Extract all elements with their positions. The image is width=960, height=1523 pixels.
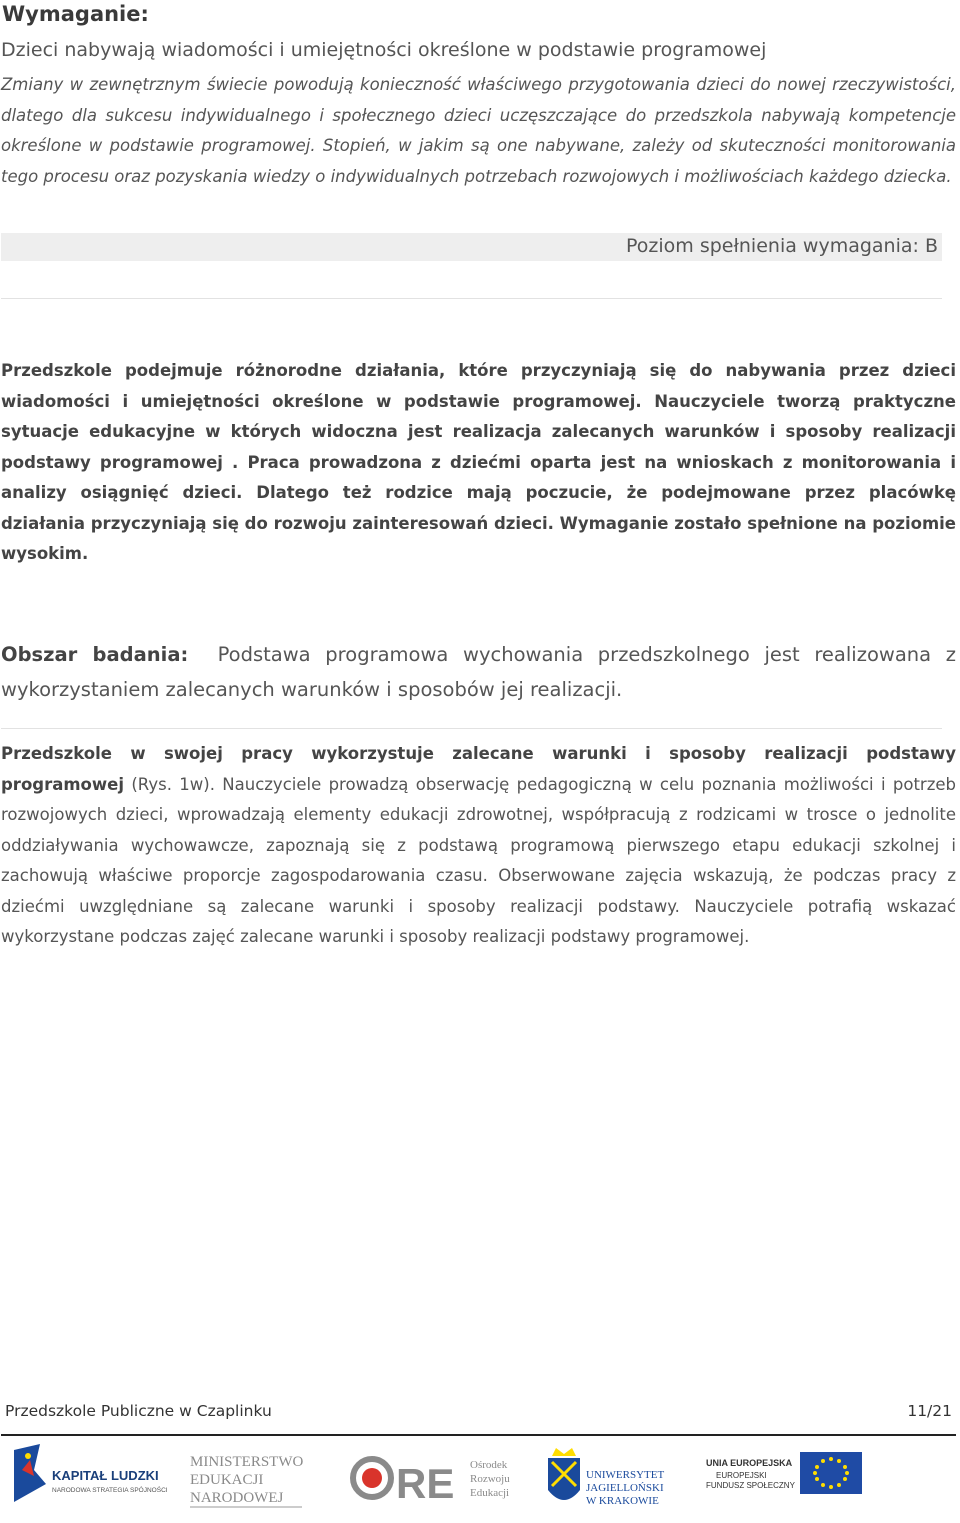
men-line-3: NARODOWEJ <box>190 1490 284 1506</box>
finding-text: (Rys. 1w). Nauczyciele prowadzą obserwację pedagogiczną w celu poznania możliwości i potrzeb rozwojowych dzieci, wprowadzają elementy edukacji zdrowotnej, współpracują z rodzicami w trosce o jednolite oddziaływania wychowawcze, zapoznają się z podstawą programową pierwszego etapu edukacji szkolnej i zachowują właściwe proporcje zagospodarowania czasu. Obserwowane zajęcia wskazują, że podczas pracy z dziećmi uwzględniane są zalecane warunki i sposoby realizacji podstawy. Nauczyciele potrafią wskazać wykorzystane podczas zajęć zalecane warunki i sposoby realizacji podstawy programowej. <box>1 774 956 946</box>
uj-line-1: UNIWERSYTET <box>586 1469 665 1481</box>
men-line-2: EDUKACJI <box>190 1472 264 1488</box>
men-underline <box>190 1506 302 1508</box>
kapital-ludzki-subtitle: NARODOWA STRATEGIA SPÓJNOŚCI <box>52 1487 168 1494</box>
sponsor-logos <box>0 1440 960 1520</box>
ore-line-1: Ośrodek <box>470 1459 508 1471</box>
footer-school-name: Przedszkole Publiczne w Czaplinku <box>5 1402 272 1420</box>
level-label: Poziom spełnienia wymagania: B <box>626 235 938 257</box>
footer-divider <box>1 1434 956 1436</box>
ue-line-1: UNIA EUROPEJSKA <box>706 1458 793 1468</box>
uj-crown <box>552 1448 576 1456</box>
uj-line-2: JAGIELLOŃSKI <box>586 1482 664 1494</box>
ore-mark: RE <box>396 1460 455 1507</box>
research-area-text: Podstawa programowa wychowania przedszkolnego jest realizowana z wykorzystaniem zalecanych warunków i sposobów jej realizacji. <box>1 643 956 701</box>
ore-line-3: Edukacji <box>470 1487 510 1499</box>
divider <box>1 728 942 729</box>
ue-line-2: EUROPEJSKI <box>716 1471 767 1480</box>
finding-lead: Przedszkole w swojej pracy wykorzystuje zalecane warunki i sposoby realizacji podstawy programowej <box>1 744 956 794</box>
research-area-label: Obszar badania: <box>1 643 189 666</box>
research-area <box>1 637 956 707</box>
page-number: 11/21 <box>907 1402 952 1420</box>
uj-logo <box>548 1448 664 1507</box>
kapital-ludzki-logo <box>14 1444 168 1502</box>
requirement-description: Zmiany w zewnętrznym świecie powodują konieczność właściwego przygotowania dzieci do nowej rzeczywistości, dlatego dla sukcesu indywidualnego i społecznego dzieci uczęszczające do przedszkola nabywają kompetencje określone w podstawie programowej. Stopień, w jakim są one nabywane, zależy od skuteczności monitorowania tego procesu oraz pozyskania wiedzy o indywidualnych potrzebach rozwojowych i możliwościach każdego dziecka. <box>1 75 956 186</box>
level-bar <box>1 233 942 261</box>
men-line-1: MINISTERSTWO <box>190 1454 304 1470</box>
finding-paragraph <box>1 739 956 953</box>
ue-logo <box>706 1452 862 1494</box>
ore-dot <box>362 1468 382 1488</box>
men-logo <box>190 1454 303 1508</box>
kapital-ludzki-star <box>25 1453 31 1459</box>
ue-line-3: FUNDUSZ SPOŁECZNY <box>706 1481 795 1490</box>
requirement-heading: Wymaganie: <box>2 2 149 26</box>
requirement-title: Dzieci nabywają wiadomości i umiejętności określone w podstawie programowej <box>1 39 767 61</box>
divider <box>1 298 942 299</box>
uj-line-3: W KRAKOWIE <box>586 1495 659 1507</box>
kapital-ludzki-title: KAPITAŁ LUDZKI <box>52 1468 159 1483</box>
ore-logo <box>353 1459 510 1507</box>
ore-line-2: Rozwoju <box>470 1473 510 1485</box>
requirement-summary: Przedszkole podejmuje różnorodne działania, które przyczyniają się do nabywania przez dzieci wiadomości i umiejętności określone w podstawie programowej. Nauczyciele tworzą praktyczne sytuacje edukacyjne w których widoczna jest realizacja zalecanych warunków i sposoby realizacji podstawy programowej . Praca prowadzona z dziećmi oparta jest na wnioskach z monitorowania i analizy osiągnięć dzieci. Dlatego też rodzice mają poczucie, że podejmowane przez placówkę działania przyczyniają się do rozwoju zainteresowań dzieci. Wymaganie zostało spełnione na poziomie wysokim. <box>1 361 956 563</box>
